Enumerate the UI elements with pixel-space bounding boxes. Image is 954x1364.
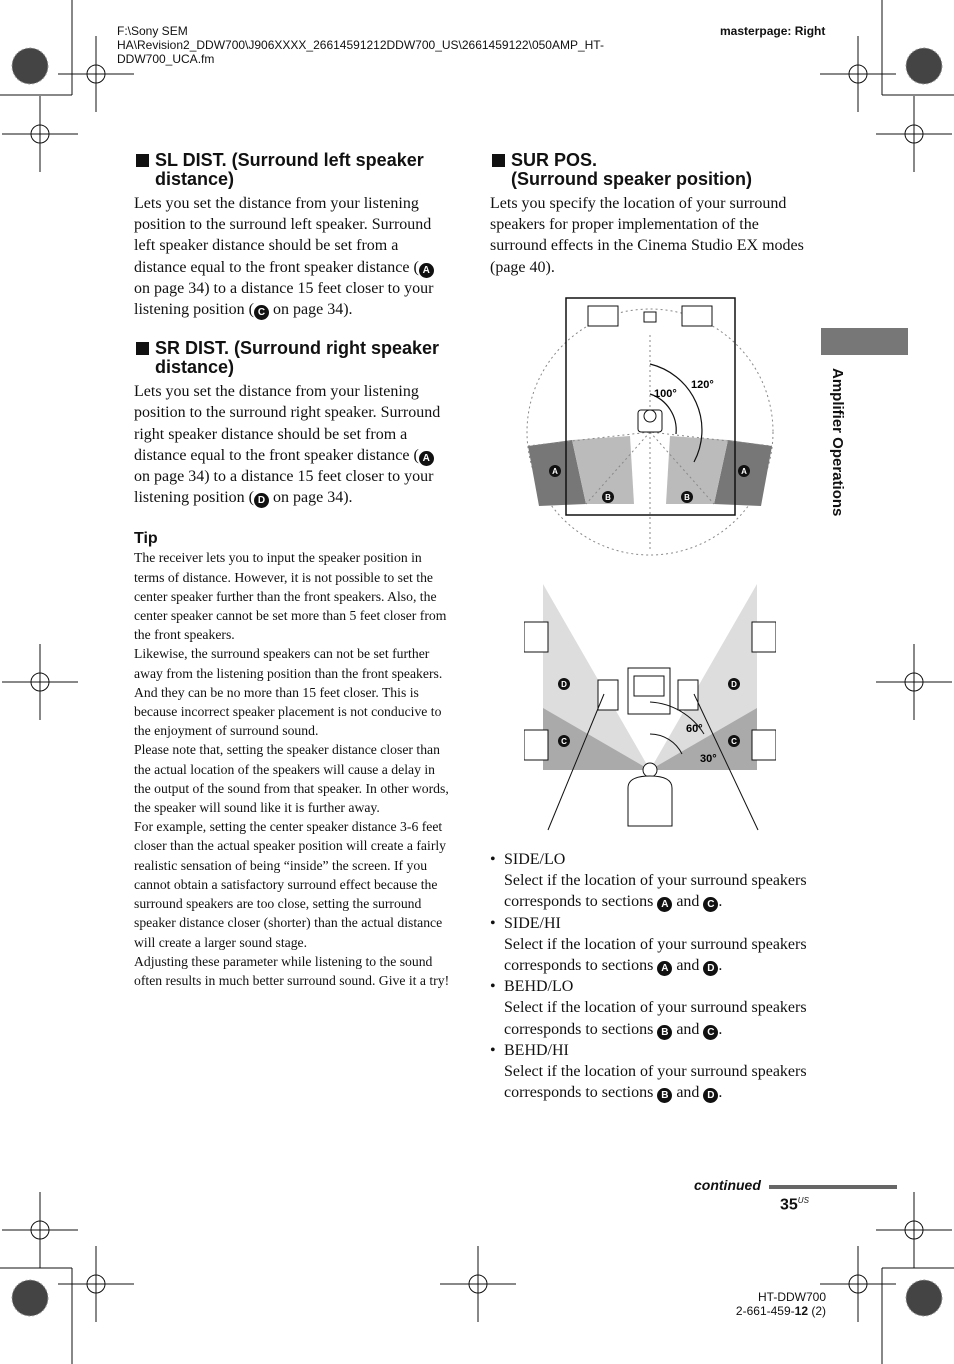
tip-title: Tip — [134, 530, 158, 548]
section-d-label: D — [731, 680, 737, 689]
list-item: • SIDE/LO — [490, 851, 566, 868]
continued-label: continued — [694, 1177, 761, 1193]
tip-paragraph: The receiver lets you to input the speaker position in terms of distance. However, it is not possible to set the center speaker further than the front speakers. Also, the center speaker cannot be set more than 5 feet closer from the front speakers. — [134, 550, 447, 643]
section-c-label: C — [731, 737, 737, 746]
continued-bar — [769, 1185, 897, 1189]
tip-paragraph: For example, setting the center speaker distance 3-6 feet closer than the actual speaker position will create a fairly realistic sensation of being “inside” the screen. If you cannot obtain a satisfactory surround effect because the surround speakers are too close, setting the surround speaker distance closer (shorter) than the actual distance will create a larger sound stage. — [134, 819, 447, 950]
tip-paragraph: Adjusting these parameter while listening to the sound often results in much better surround sound. Give it a try! — [134, 953, 450, 988]
angle-30-label: 30° — [700, 753, 717, 765]
angle-60-label: 60° — [686, 723, 703, 735]
page-number: $35^{US}$ — [780, 1196, 809, 1214]
tip-box — [134, 530, 452, 990]
list-item-description: Select if the location of your surround speakers corresponds to sections A and D . — [504, 935, 807, 975]
right-column — [490, 151, 808, 278]
list-item-description: Select if the location of your surround speakers corresponds to sections B and C . — [504, 999, 807, 1038]
left-column — [134, 151, 452, 990]
section-a-marker: A — [419, 263, 434, 278]
sur-pos-heading: SUR POS. (Surround speaker position) — [490, 151, 808, 189]
sr-dist-heading: SR DIST. (Surround right speaker distance) — [134, 339, 452, 377]
angle-120-label: 120° — [691, 379, 714, 391]
section-a-marker: A — [419, 451, 434, 466]
section-tab — [821, 328, 908, 355]
position-options-list — [490, 849, 808, 1103]
list-item: • BEHD/LO — [490, 978, 574, 996]
masterpage-label: masterpage: Right — [720, 24, 826, 38]
section-a-label: A — [552, 467, 558, 476]
section-b-label: B — [605, 493, 611, 502]
section-c-marker: C — [254, 305, 269, 320]
sl-dist-heading: SL DIST. (Surround left speaker distance) — [134, 151, 452, 189]
section-c-label: C — [561, 737, 567, 746]
section-b-label: B — [684, 493, 690, 502]
list-item-description: Select if the location of your surround speakers corresponds to sections A and C . — [504, 872, 807, 911]
tip-paragraph: Please note that, setting the speaker distance closer than the actual location of the speakers will cause a delay in the output of the sound from that speaker. In other words, the speaker will sound like it is further away. — [134, 742, 449, 816]
sur-pos-text: Lets you specify the location of your surround speakers for proper implementation of the surround effects in the Cinema Studio EX modes (page 40). — [490, 195, 804, 276]
list-item: • BEHD/HI — [490, 1041, 569, 1059]
speaker-angle-diagram — [524, 294, 776, 556]
list-item: • SIDE/HI — [490, 914, 561, 932]
tip-paragraph: Likewise, the surround speakers can not be set further away from the listening position than the front speakers. And they can be no more than 15 feet closer. This is because incorrect speaker placement is not conducive to the enjoyment of surround sound. — [134, 646, 443, 739]
model-code: HT-DDW700 2-661-459-12 (2) — [735, 1290, 826, 1318]
section-label: Amplifier Operations — [829, 368, 846, 517]
file-path: F:\Sony SEM HA\Revision2_DDW700\J906XXXX_26614591212DDW700_US\2661459122\050AMP_HT-DDW700_UCA.fm — [117, 24, 604, 66]
section-a-label: A — [741, 467, 747, 476]
sl-dist-text: Lets you set the distance from your listening position to the surround left speaker. Surround left speaker distance should be set from a distance equal to the front speaker distance ( A on page 34) to a distance 15 feet closer to your listening position ( C on page 34). — [134, 195, 434, 319]
angle-100-label: 100° — [654, 388, 677, 400]
list-item-description: Select if the location of your surround speakers corresponds to sections B and D . — [504, 1063, 807, 1102]
section-d-marker: D — [254, 493, 269, 508]
speaker-height-diagram — [524, 584, 776, 832]
section-d-label: D — [561, 680, 567, 689]
sr-dist-text: Lets you set the distance from your listening position to the surround right speaker. Surround right speaker distance should be set from a distance equal to the front speaker distance ( A on page 34) to a distance 15 feet closer to your listening position ( D on page 34). — [134, 383, 441, 507]
